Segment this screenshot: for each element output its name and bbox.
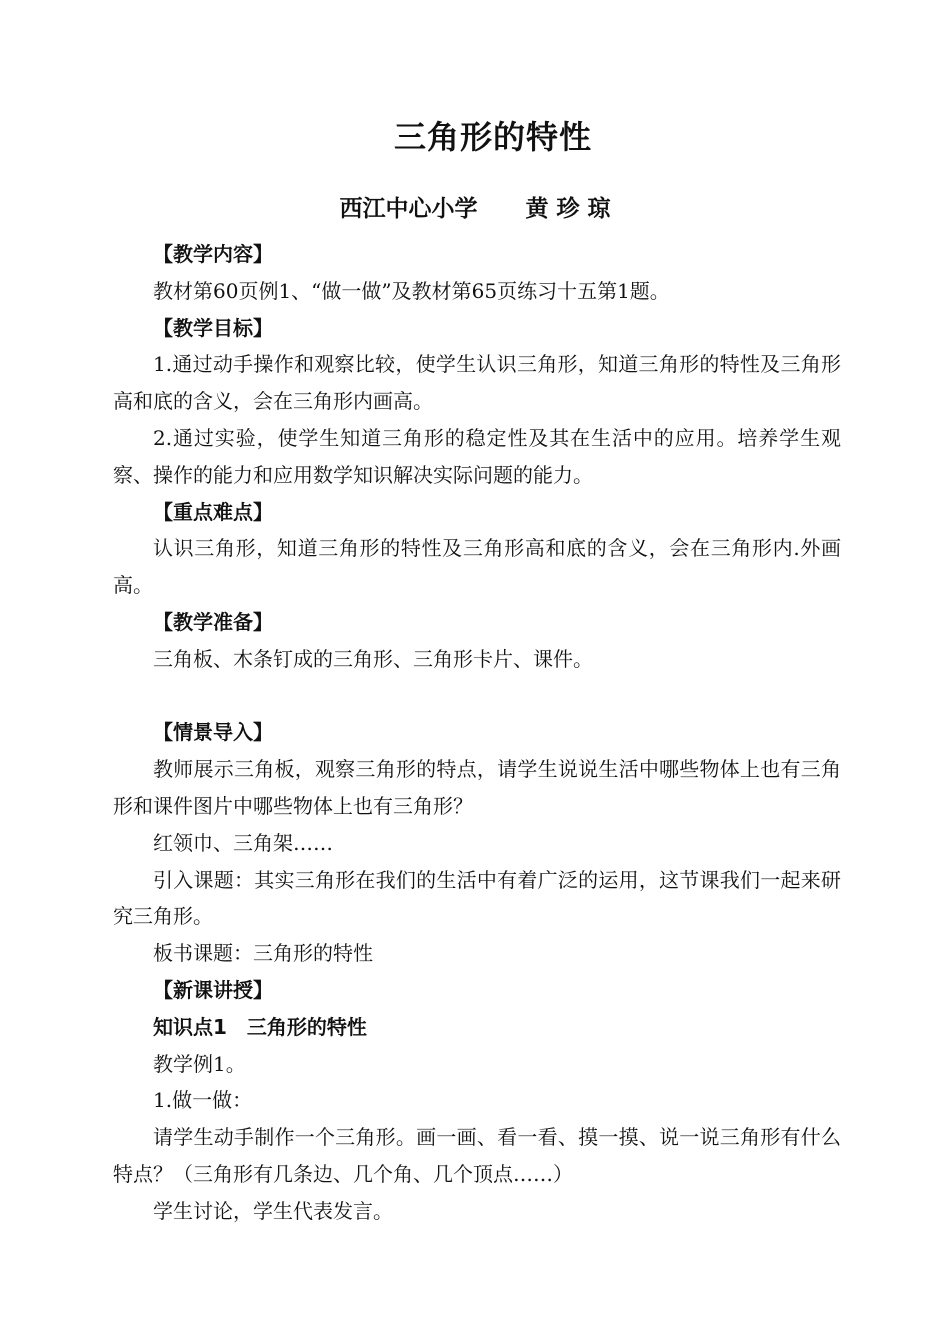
paragraph: 1.做一做： — [153, 1088, 253, 1113]
paragraph: 教师展示三角板，观察三角形的特点，请学生说说生活中哪些物体上也有三角形和课件图片中哪些物体上也有三角形？ — [113, 757, 841, 818]
heading-new-lesson: 【新课讲授】 — [153, 977, 273, 1002]
paragraph: 板书课题：三角形的特性 — [153, 941, 373, 966]
heading-preparation: 【教学准备】 — [153, 609, 273, 634]
author-line: 西江中心小学 黄 珍 琼 — [339, 196, 611, 222]
paragraph: 三角板、木条钉成的三角形、三角形卡片、课件。 — [153, 646, 593, 671]
paragraph: 学生讨论，学生代表发言。 — [153, 1198, 393, 1223]
document-body — [113, 236, 841, 1230]
paragraph: 1.通过动手操作和观察比较，使学生认识三角形，知道三角形的特性及三角形高和底的含义，会在三角形内画高。 — [113, 352, 841, 414]
paragraph: 教学例1。 — [153, 1051, 246, 1076]
heading-key-points: 【重点难点】 — [153, 499, 273, 524]
blank-line — [113, 678, 841, 715]
document-title: 三角形的特性 — [393, 118, 592, 156]
paragraph: 2.通过实验，使学生知道三角形的稳定性及其在生活中的应用。培养学生观察、操作的能力和应用数学知识解决实际问题的能力。 — [113, 425, 841, 487]
paragraph: 红领巾、三角架…… — [153, 830, 333, 855]
heading-teaching-goals: 【教学目标】 — [153, 315, 273, 340]
heading-teaching-content: 【教学内容】 — [153, 242, 273, 266]
heading-knowledge-point-1: 知识点1 三角形的特性 — [153, 1014, 367, 1039]
paragraph: 教材第60页例1、“做一做”及教材第65页练习十五第1题。 — [153, 278, 670, 303]
paragraph: 引入课题：其实三角形在我们的生活中有着广泛的运用，这节课我们一起来研究三角形。 — [113, 867, 841, 929]
paragraph: 认识三角形，知道三角形的特性及三角形高和底的含义，会在三角形内.外画高。 — [113, 536, 841, 598]
heading-scene-intro: 【情景导入】 — [153, 720, 273, 745]
paragraph: 请学生动手制作一个三角形。画一画、看一看、摸一摸、说一说三角形有什么特点？（三角形有几条边、几个角、几个顶点……） — [113, 1125, 841, 1186]
